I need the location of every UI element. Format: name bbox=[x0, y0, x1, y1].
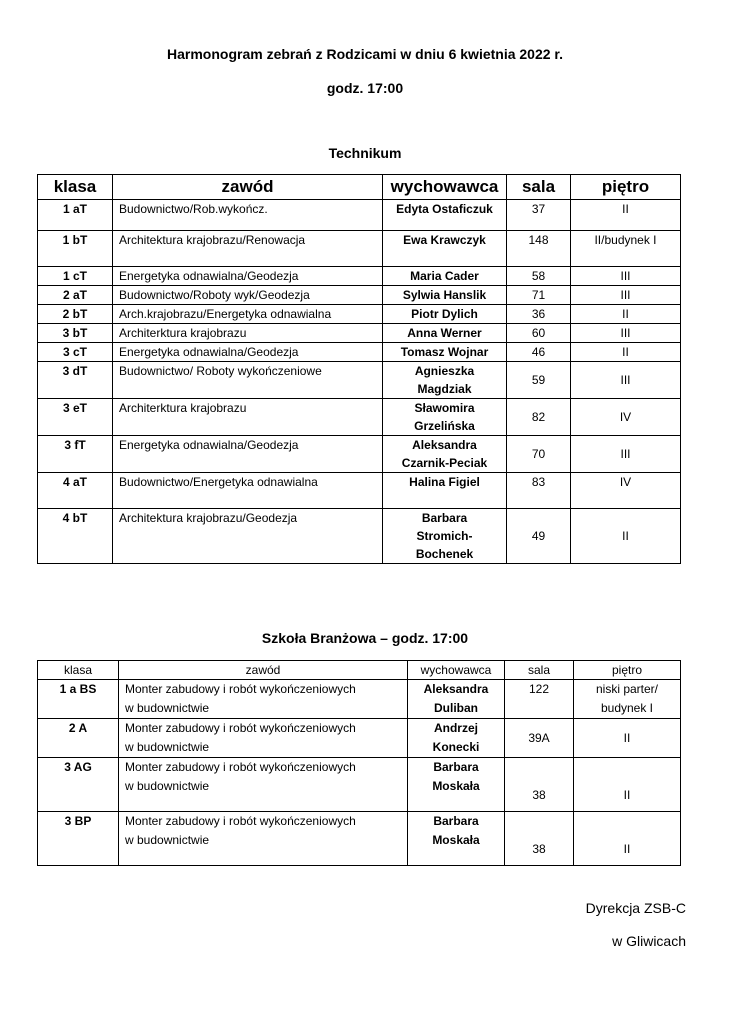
zawod-cell: Energetyka odnawialna/Geodezja bbox=[113, 267, 383, 286]
pietro-cell: III bbox=[571, 362, 681, 399]
wychowawca-line: Barbara bbox=[433, 814, 479, 828]
wychowawca-line: Konecki bbox=[432, 740, 480, 754]
branzowa-heading: Szkoła Branżowa – godz. 17:00 bbox=[261, 630, 469, 646]
klasa-cell: 2 A bbox=[38, 719, 119, 758]
klasa-cell: 3 fT bbox=[38, 436, 113, 473]
wychowawca-line: Aleksandra bbox=[412, 438, 477, 452]
wychowawca-line: Czarnik-Peciak bbox=[401, 456, 488, 470]
branzowa-table bbox=[37, 660, 681, 866]
table-row bbox=[38, 680, 681, 719]
wychowawca-line: Anna Werner bbox=[407, 326, 482, 340]
pietro-cell bbox=[574, 812, 681, 866]
wychowawca-cell bbox=[383, 324, 507, 343]
wychowawca-line: Barbara bbox=[421, 511, 468, 525]
zawod-cell bbox=[119, 758, 408, 812]
wychowawca-line: Moskała bbox=[432, 779, 480, 793]
meeting-time: godz. 17:00 bbox=[326, 80, 404, 96]
pietro-cell: IV bbox=[571, 399, 681, 436]
zawod-cell bbox=[119, 812, 408, 866]
wychowawca-cell bbox=[383, 231, 507, 267]
klasa-cell: 2 aT bbox=[38, 286, 113, 305]
wychowawca-line: Edyta Ostaficzuk bbox=[396, 202, 493, 216]
sala-cell: 148 bbox=[507, 231, 571, 267]
wychowawca-cell bbox=[383, 473, 507, 509]
table-row bbox=[38, 436, 681, 473]
zawod-cell: Architerktura krajobrazu bbox=[113, 399, 383, 436]
sala-cell: 38 bbox=[505, 812, 574, 866]
wychowawca-cell bbox=[383, 436, 507, 473]
table-row bbox=[38, 305, 681, 324]
klasa-cell: 4 bT bbox=[38, 509, 113, 564]
klasa-cell: 3 bT bbox=[38, 324, 113, 343]
table-header-row bbox=[38, 175, 681, 200]
sala-cell: 82 bbox=[507, 399, 571, 436]
technikum-table bbox=[37, 174, 681, 564]
klasa-cell: 1 aT bbox=[38, 200, 113, 231]
wychowawca-line: Sławomira bbox=[414, 401, 475, 415]
wychowawca-line: Halina Figiel bbox=[409, 475, 480, 489]
zawod-cell: Energetyka odnawialna/Geodezja bbox=[113, 436, 383, 473]
column-header: klasa bbox=[38, 175, 113, 200]
wychowawca-cell bbox=[383, 362, 507, 399]
sala-cell: 59 bbox=[507, 362, 571, 399]
pietro-cell: III bbox=[571, 286, 681, 305]
pietro-cell: II bbox=[571, 509, 681, 564]
zawod-cell: Energetyka odnawialna/Geodezja bbox=[113, 343, 383, 362]
zawod-line: w budownictwie bbox=[125, 779, 210, 793]
pietro-cell: IV bbox=[571, 473, 681, 509]
wychowawca-line: Piotr Dylich bbox=[411, 307, 478, 321]
wychowawca-line: Tomasz Wojnar bbox=[400, 345, 489, 359]
sala-cell: 83 bbox=[507, 473, 571, 509]
sala-cell: 70 bbox=[507, 436, 571, 473]
pietro-cell: II bbox=[571, 343, 681, 362]
wychowawca-line: Grzelińska bbox=[414, 419, 475, 433]
zawod-cell bbox=[119, 680, 408, 719]
table-row bbox=[38, 231, 681, 267]
sala-cell: 58 bbox=[507, 267, 571, 286]
zawod-line: w budownictwie bbox=[125, 740, 210, 754]
zawod-line: Monter zabudowy i robót wykończeniowych bbox=[125, 721, 356, 735]
pietro-cell: II bbox=[571, 200, 681, 231]
klasa-cell: 3 cT bbox=[38, 343, 113, 362]
zawod-line: Monter zabudowy i robót wykończeniowych bbox=[125, 682, 356, 696]
klasa-cell: 1 a BS bbox=[38, 680, 119, 719]
pietro-cell: II bbox=[571, 305, 681, 324]
sala-cell: 60 bbox=[507, 324, 571, 343]
column-header: wychowawca bbox=[383, 175, 507, 200]
klasa-cell: 3 AG bbox=[38, 758, 119, 812]
pietro-line: budynek I bbox=[600, 701, 654, 715]
pietro-cell: III bbox=[571, 436, 681, 473]
pietro-line: niski parter/ bbox=[595, 682, 659, 696]
table-row bbox=[38, 286, 681, 305]
wychowawca-cell bbox=[408, 719, 505, 758]
wychowawca-line: Ewa Krawczyk bbox=[403, 233, 486, 247]
table-row bbox=[38, 362, 681, 399]
wychowawca-cell bbox=[383, 399, 507, 436]
wychowawca-line: Bochenek bbox=[415, 547, 474, 561]
pietro-cell: III bbox=[571, 267, 681, 286]
wychowawca-line: Maria Cader bbox=[410, 269, 479, 283]
column-header: zawód bbox=[119, 661, 408, 680]
wychowawca-line: Barbara bbox=[433, 760, 479, 774]
table-row bbox=[38, 812, 681, 866]
pietro-line: II bbox=[623, 788, 631, 802]
wychowawca-cell bbox=[408, 812, 505, 866]
table-row bbox=[38, 473, 681, 509]
table-row bbox=[38, 399, 681, 436]
pietro-line: II bbox=[623, 731, 631, 745]
wychowawca-cell bbox=[383, 286, 507, 305]
wychowawca-line: Agnieszka bbox=[414, 364, 475, 378]
klasa-cell: 3 BP bbox=[38, 812, 119, 866]
zawod-cell: Budownictwo/Rob.wykończ. bbox=[113, 200, 383, 231]
table-row bbox=[38, 267, 681, 286]
pietro-cell bbox=[574, 719, 681, 758]
wychowawca-line: Moskała bbox=[432, 833, 480, 847]
wychowawca-cell bbox=[383, 343, 507, 362]
column-header: sala bbox=[505, 661, 574, 680]
zawod-line: w budownictwie bbox=[125, 701, 210, 715]
zawod-cell: Architektura krajobrazu/Geodezja bbox=[113, 509, 383, 564]
table-row bbox=[38, 200, 681, 231]
wychowawca-line: Stromich- bbox=[416, 529, 473, 543]
klasa-cell: 4 aT bbox=[38, 473, 113, 509]
wychowawca-cell bbox=[383, 267, 507, 286]
wychowawca-line: Aleksandra bbox=[423, 682, 489, 696]
table-header-row bbox=[38, 661, 681, 680]
sala-cell: 46 bbox=[507, 343, 571, 362]
table-row bbox=[38, 343, 681, 362]
pietro-cell bbox=[574, 680, 681, 719]
wychowawca-cell bbox=[383, 305, 507, 324]
table-row bbox=[38, 509, 681, 564]
wychowawca-line: Andrzej bbox=[433, 721, 478, 735]
pietro-cell: II/budynek I bbox=[571, 231, 681, 267]
wychowawca-cell bbox=[408, 758, 505, 812]
wychowawca-line: Duliban bbox=[434, 701, 478, 715]
column-header: piętro bbox=[574, 661, 681, 680]
pietro-cell: III bbox=[571, 324, 681, 343]
klasa-cell: 1 cT bbox=[38, 267, 113, 286]
klasa-cell: 3 dT bbox=[38, 362, 113, 399]
sala-cell: 71 bbox=[507, 286, 571, 305]
zawod-cell: Arch.krajobrazu/Energetyka odnawialna bbox=[113, 305, 383, 324]
pietro-cell bbox=[574, 758, 681, 812]
signature-line-1: Dyrekcja ZSB-C bbox=[585, 900, 686, 916]
sala-cell: 38 bbox=[505, 758, 574, 812]
table-row bbox=[38, 758, 681, 812]
wychowawca-line: Sylwia Hanslik bbox=[402, 288, 487, 302]
klasa-cell: 2 bT bbox=[38, 305, 113, 324]
wychowawca-cell bbox=[383, 200, 507, 231]
zawod-cell: Architektura krajobrazu/Renowacja bbox=[113, 231, 383, 267]
sala-cell: 36 bbox=[507, 305, 571, 324]
wychowawca-cell bbox=[383, 509, 507, 564]
column-header: wychowawca bbox=[408, 661, 505, 680]
column-header: piętro bbox=[571, 175, 681, 200]
pietro-line: II bbox=[623, 842, 631, 856]
klasa-cell: 3 eT bbox=[38, 399, 113, 436]
wychowawca-cell bbox=[408, 680, 505, 719]
signature-line-2: w Gliwicach bbox=[612, 933, 686, 949]
zawod-cell bbox=[119, 719, 408, 758]
sala-cell: 39A bbox=[505, 719, 574, 758]
zawod-line: Monter zabudowy i robót wykończeniowych bbox=[125, 814, 356, 828]
sala-cell: 122 bbox=[505, 680, 574, 719]
sala-cell: 37 bbox=[507, 200, 571, 231]
table-row bbox=[38, 719, 681, 758]
zawod-line: w budownictwie bbox=[125, 833, 210, 847]
table-row bbox=[38, 324, 681, 343]
technikum-heading: Technikum bbox=[328, 145, 402, 161]
wychowawca-line: Magdziak bbox=[417, 382, 472, 396]
zawod-cell: Budownictwo/Energetyka odnawialna bbox=[113, 473, 383, 509]
page-title: Harmonogram zebrań z Rodzicami w dniu 6 kwietnia 2022 r. bbox=[167, 46, 563, 62]
sala-cell: 49 bbox=[507, 509, 571, 564]
column-header: klasa bbox=[38, 661, 119, 680]
zawod-cell: Budownictwo/ Roboty wykończeniowe bbox=[113, 362, 383, 399]
zawod-cell: Budownictwo/Roboty wyk/Geodezja bbox=[113, 286, 383, 305]
zawod-line: Monter zabudowy i robót wykończeniowych bbox=[125, 760, 356, 774]
klasa-cell: 1 bT bbox=[38, 231, 113, 267]
column-header: zawód bbox=[113, 175, 383, 200]
column-header: sala bbox=[507, 175, 571, 200]
zawod-cell: Architerktura krajobrazu bbox=[113, 324, 383, 343]
